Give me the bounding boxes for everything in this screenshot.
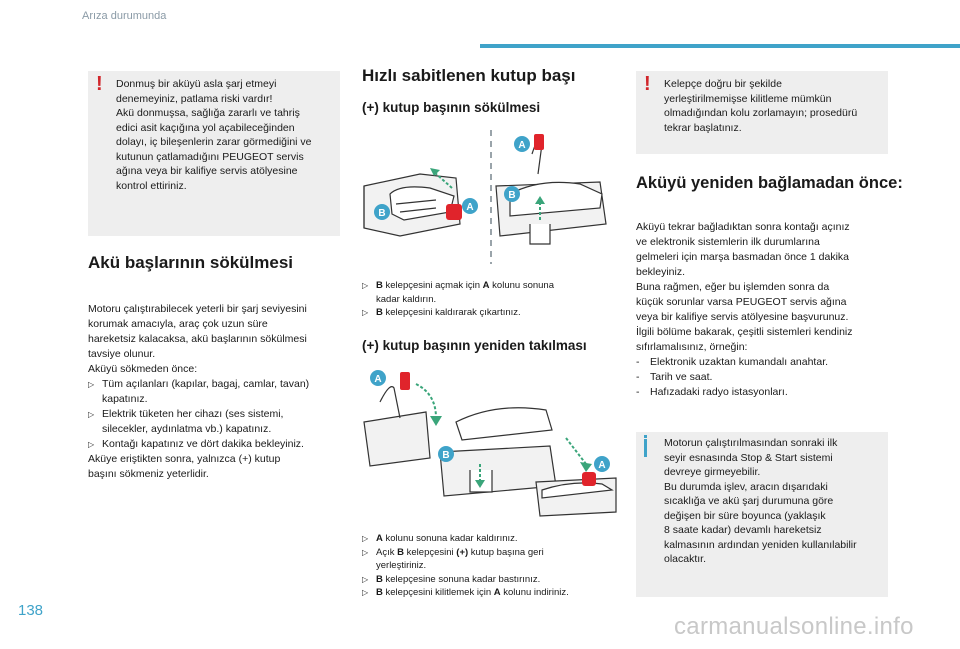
refit-steps — [362, 532, 624, 600]
red-lever-refit-1 — [400, 372, 410, 390]
col1.tail_lines-line: Aküye eriştikten sonra, yalnızca (+) kutup — [88, 453, 281, 465]
col1.body_lines-line: tavsiye olunur. — [88, 348, 156, 360]
col3.body_lines-line: bekleyiniz. — [636, 266, 686, 278]
red-clamp-part — [446, 204, 462, 220]
quick-release-title: Hızlı sabitlenen kutup başı — [362, 66, 576, 85]
label-b-right: B — [508, 190, 516, 201]
col1.warning_lines-line: kontrol ettiriniz. — [116, 179, 187, 192]
label-b-refit: B — [442, 450, 450, 461]
red-clamp-refit-3 — [582, 472, 596, 486]
triangle-right-icon: ▷ — [362, 281, 369, 290]
col3.body_lines-line: sıfırlamalısınız, örneğin: — [636, 341, 748, 353]
col3.info_lines-line: devreye girmeyebilir. — [664, 466, 761, 478]
col1.warning_lines-line: edici asit kaçığına yol açabileceğinden — [116, 121, 295, 134]
battery-refit-3 — [536, 478, 616, 516]
removal-steps — [362, 279, 620, 320]
col3.body_lines-line: küçük sorunlar varsa PEUGEOT servis ağına — [636, 296, 847, 308]
label-b-left: B — [378, 208, 386, 219]
col1.warning_lines-line: ağına veya bir kalifiye servis atölyesine — [116, 165, 298, 177]
label-a-left: A — [466, 202, 474, 213]
warning-box-frozen-battery — [88, 71, 340, 236]
col3.info_lines-line: kalmasının ardından yeniden kullanılabilir — [664, 538, 857, 551]
col3.body_lines-line: gelmeleri için marşa basmadan önce 1 dakika — [636, 251, 850, 263]
triangle-right-icon: ▷ — [88, 440, 95, 449]
refit-illustration — [360, 362, 620, 518]
triangle-right-icon: ▷ — [362, 534, 369, 543]
triangle-right-icon: ▷ — [362, 574, 369, 584]
bullet-item: ▷ Tüm açılanları (kapılar, bagaj, camlar, tavan) kapatınız. — [88, 378, 310, 405]
col1.body_lines-line: korumak amacıyla, araç çok uzun süre — [88, 318, 268, 330]
label-a-refit-1: A — [374, 374, 382, 385]
label-a-refit-2: A — [598, 460, 606, 471]
watermark: carmanualsonline.info — [674, 613, 914, 640]
col1.warning_lines-line: Donmuş bir aküyü asla şarj etmeyi — [116, 78, 277, 90]
col3.info_lines-line: Bu durumda işlev, aracın dışarıdaki — [664, 480, 828, 493]
reconnect-title: Aküyü yeniden bağlamadan önce: — [636, 174, 903, 192]
battery-refit-1 — [364, 387, 430, 466]
col3.info_lines-line: Motorun çalıştırılmasından sonraki ilk — [664, 437, 838, 449]
red-lever-part — [534, 134, 544, 150]
col3.info_lines-line: olacaktır. — [664, 553, 707, 565]
col3.body_lines-line: İlgili bölüme bakarak, çeşitli sistemleri kendiniz — [636, 326, 853, 338]
warning-icon: ! — [644, 73, 651, 95]
col3.warning_lines-line: tekrar başlatınız. — [664, 121, 742, 134]
dash-item: - Tarih ve saat. — [636, 371, 713, 383]
col3.body_lines-line: Aküyü tekrar bağladıktan sonra kontağı açınız — [636, 221, 850, 233]
step-item: ▷ Açık B kelepçesini (+) kutup başına geri yerleştiriniz. — [362, 546, 544, 571]
warning-text — [116, 77, 332, 193]
col1.body_lines-line: hareketsiz kalacaksa, akü başlarının sökülmesi — [88, 333, 307, 345]
step-item: ▷ B kelepçesini kilitlemek için A kolunu indiriniz. — [362, 587, 569, 598]
refit-subtitle: (+) kutup başının yeniden takılması — [362, 338, 587, 353]
col3.body_lines-line: Buna rağmen, eğer bu işlemden sonra da — [636, 281, 830, 293]
reconnect-body — [636, 220, 898, 400]
triangle-right-icon: ▷ — [362, 547, 369, 557]
removal-subtitle: (+) kutup başının sökülmesi — [362, 100, 541, 115]
triangle-right-icon: ▷ — [88, 380, 95, 389]
triangle-right-icon: ▷ — [88, 410, 95, 419]
col1.warning_lines-line: Akü donmuşsa, sağlığa zararlı ve tahriş — [116, 107, 300, 119]
col1.warning_lines-line: denemeyiniz, patlama riski vardır! — [116, 92, 273, 105]
battery-terminals-body — [88, 302, 348, 482]
info-icon — [644, 439, 647, 457]
col3.warning_lines-line: Kelepçe doğru bir şekilde — [664, 78, 782, 90]
step-item: ▷ B kelepçesini açmak için A kolunu sonuna kadar kaldırın. — [362, 280, 554, 305]
section-title: Arıza durumunda — [82, 10, 167, 22]
col3.info_lines-line: sıcaklığa ve akü şarj durumuna göre — [664, 495, 834, 507]
col1.body_lines-line: Motoru çalıştırabilecek yeterli bir şarj seviyesini — [88, 303, 307, 315]
header-accent-bar — [480, 44, 960, 48]
arrow-lower-lever — [566, 438, 586, 464]
dash-item: - Elektronik uzaktan kumandalı anahtar. — [636, 356, 829, 368]
col1.warning_lines-line: dolayı, iç bileşenlerin zarar görmediğini ve — [116, 136, 312, 148]
col1.tail_lines-line: başını sökmeniz yeterlidir. — [88, 468, 209, 480]
step-item: ▷ B kelepçesine sonuna kadar bastırınız. — [362, 573, 541, 585]
col3.info_lines-line: seyir esnasında Stop & Start sistemi — [664, 451, 833, 464]
page-number: 138 — [18, 602, 44, 619]
col3.info_lines-line: değişen bir süre boyunca (yaklaşık — [664, 509, 826, 522]
dash-item: - Hafızadaki radyo istasyonları. — [636, 386, 788, 398]
col3.body_lines-line: veya bir kalifiye servis atölyesine başvurunuz. — [636, 311, 849, 323]
removal-illustration — [360, 124, 620, 270]
step-item: ▷ A kolunu sonuna kadar kaldırınız. — [362, 533, 518, 544]
info-box-stop-start — [636, 432, 888, 597]
info-icon-dot — [644, 435, 647, 438]
col3.body_lines-line: ve elektronik sistemlerin ilk durumlarına — [636, 236, 820, 248]
bullet-item: ▷ Elektrik tüketen her cihazı (ses sistemi, silecekler, aydınlatma vb.) kapatınız. — [88, 408, 284, 435]
col3.warning_lines-line: olmadığından kolu zorlamayın; prosedürü — [664, 107, 858, 119]
bullet-item: ▷ Kontağı kapatınız ve dört dakika bekleyiniz. — [88, 438, 304, 450]
battery-terminals-title: Akü başlarının sökülmesi — [88, 253, 294, 272]
col1.warning_lines-line: kutunun çatlamadığını PEUGEOT servis — [116, 150, 304, 163]
col3.warning_lines-line: yerleştirilmemişse kilitleme mümkün — [664, 92, 832, 105]
warning-box-clamp — [636, 71, 888, 154]
triangle-right-icon: ▷ — [362, 308, 369, 317]
warning-text — [664, 77, 880, 135]
col1.body_lines-line: Aküyü sökmeden önce: — [88, 363, 198, 375]
col3.info_lines-line: 8 saate kadar) devamlı hareketsiz — [664, 524, 822, 536]
info-text — [664, 436, 880, 567]
label-a-right: A — [518, 140, 526, 151]
warning-icon: ! — [96, 73, 103, 95]
step-item: ▷ B kelepçesini kaldırarak çıkartınız. — [362, 307, 521, 318]
triangle-right-icon: ▷ — [362, 588, 369, 597]
